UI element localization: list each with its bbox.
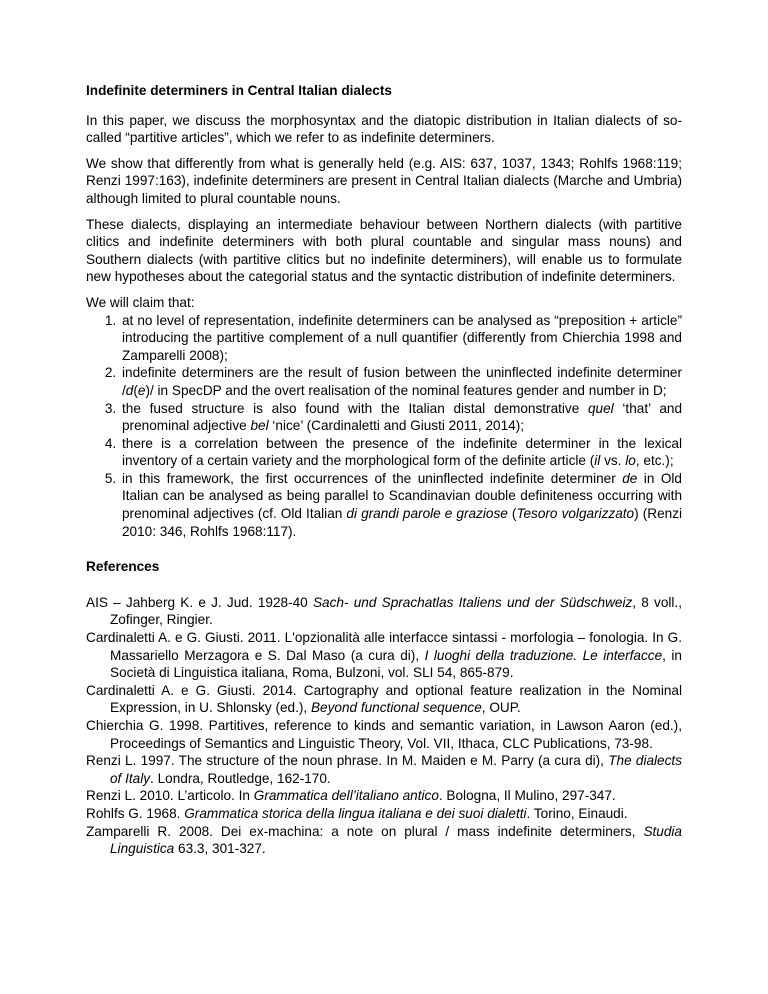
reference-item: Cardinaletti A. e G. Giusti. 2011. L'opzionalità alle interfacce sintassi - morfologia – fonologia. In G. Massariello Merzagora e S. Dal Maso (a cura di), I luoghi della traduzione. Le interfacce, in Società di Linguistica italiana, Roma, Bulzoni, vol. SLI 54, 865-879. <box>86 630 682 681</box>
claim-item: 5. in this framework, the first occurrences of the uninflected indefinite determiner de in Old Italian can be analysed as being parallel to Scandinavian double definiteness occurring with prenominal adjectives (cf. Old Italian di grandi parole e graziose (Tesoro volgarizzato) (Renzi 2010: 346, Rohlfs 1968:117). <box>120 470 682 540</box>
reference-item: Cardinaletti A. e G. Giusti. 2014. Cartography and optional feature realization in the Nominal Expression, in U. Shlonsky (ed.), Beyond functional sequence, OUP. <box>86 682 682 716</box>
paragraph-claim-overview: We show that differently from what is generally held (e.g. AIS: 637, 1037, 1343; Rohlfs 1968:119; Renzi 1997:163), indefinite determiners are present in Central Italian dialects (Marche and Umbria) although limited to plural countable nouns. <box>86 155 682 206</box>
claim-item: 2. indefinite determiners are the result of fusion between the uninflected indefinite determiner /d(e)/ in SpecDP and the overt realisation of the nominal features gender and number in D; <box>120 364 682 399</box>
paragraph-dialects: These dialects, displaying an intermediate behaviour between Northern dialects (with partitive clitics and indefinite determiners with both plural countable and singular mass nouns) and Southern dialects (with partitive clitics but no indefinite determiners), will enable us to formulate new hypotheses about the categorial status and the syntactic distribution of indefinite determiners. <box>86 216 682 285</box>
claims-list <box>86 312 682 541</box>
paper-title: Indefinite determiners in Central Italian dialects <box>86 83 392 98</box>
reference-item: Renzi L. 1997. The structure of the noun phrase. In M. Maiden e M. Parry (a cura di), The dialects of Italy. Londra, Routledge, 162-170. <box>86 753 682 786</box>
reference-item: Chierchia G. 1998. Partitives, reference to kinds and semantic variation, in Lawson Aaron (ed.), Proceedings of Semantics and Linguistic Theory, Vol. VII, Ithaca, CLC Publications, 73-98. <box>86 718 682 751</box>
reference-item: AIS – Jahberg K. e J. Jud. 1928-40 Sach- und Sprachatlas Italiens und der Südschweiz, 8 voll., Zofinger, Ringier. <box>86 594 683 628</box>
paragraph-intro: In this paper, we discuss the morphosyntax and the diatopic distribution in Italian dialects of so-called “partitive articles”, which we refer to as indefinite determiners. <box>86 112 682 146</box>
reference-item: Renzi L. 2010. L’articolo. In Grammatica dell’italiano antico. Bologna, Il Mulino, 297-347. <box>86 788 616 804</box>
document-page <box>86 82 682 858</box>
reference-item: Rohlfs G. 1968. Grammatica storica della lingua italiana e dei suoi dialetti. Torino, Einaudi. <box>86 805 628 821</box>
claim-item: 4. there is a correlation between the presence of the indefinite determiner in the lexical inventory of a certain variety and the morphological form of the definite article (il vs. lo, etc.); <box>120 435 682 470</box>
claim-item: 1. at no level of representation, indefinite determiners can be analysed as “preposition + article” introducing the partitive complement of a null quantifier (differently from Chierchia 1998 and Zamparelli 2008); <box>120 312 682 365</box>
claims-intro: We will claim that: <box>86 294 195 310</box>
reference-item: Zamparelli R. 2008. Dei ex-machina: a note on plural / mass indefinite determiners, Studia Linguistica 63.3, 301-327. <box>86 823 682 857</box>
references-heading: References <box>86 559 160 575</box>
claim-item: 3. the fused structure is also found with the Italian distal demonstrative quel ‘that’ and prenominal adjective bel ‘nice’ (Cardinaletti and Giusti 2011, 2014); <box>120 400 682 435</box>
